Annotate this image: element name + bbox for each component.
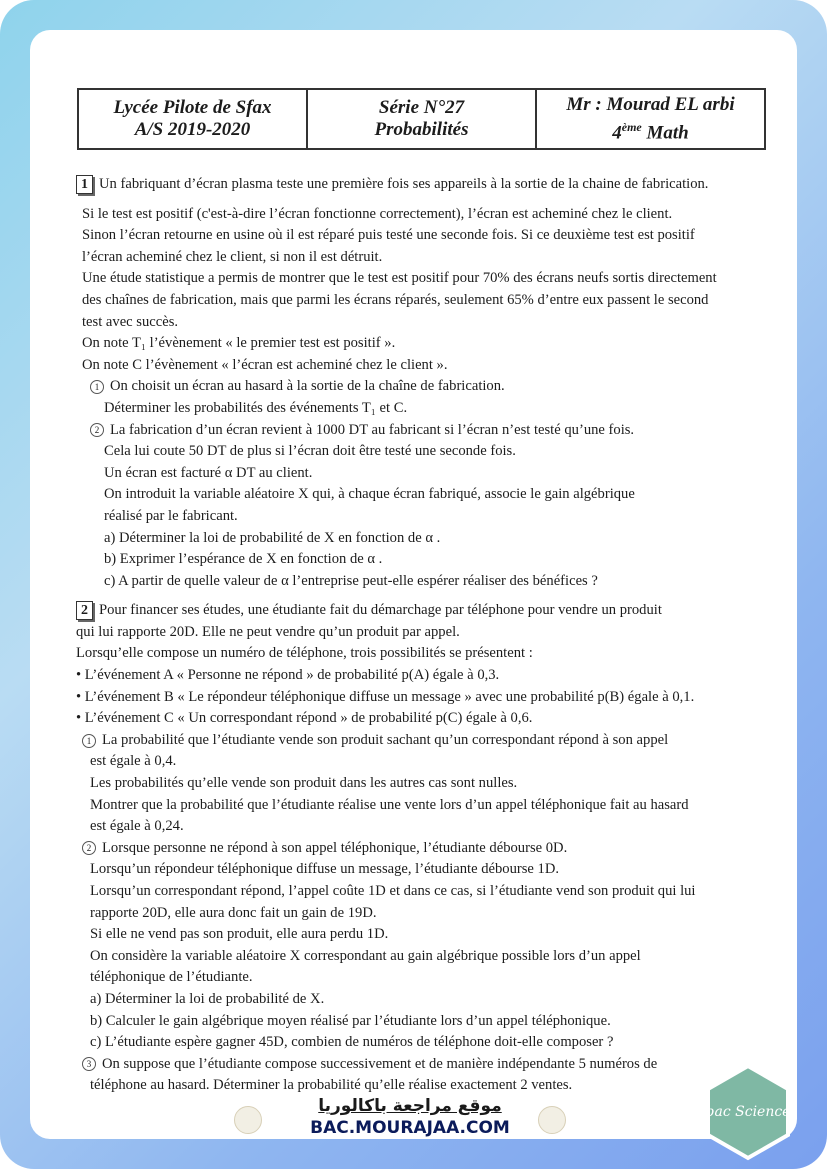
ex1-text-line: Sinon l’écran retourne en usine où il est réparé puis testé une seconde fois. Si ce deuxième test est positif — [82, 227, 695, 244]
school-name: Lycée Pilote de Sfax — [113, 97, 272, 118]
ex2-question-line: est égale à 0,24. — [90, 818, 184, 835]
ex2-question-line: rapporte 20D, elle aura donc fait un gain de 19D. — [90, 904, 377, 921]
ex2-bullet: • L’événement A « Personne ne répond » de probabilité p(A) égale à 0,3. — [76, 667, 500, 684]
ex2-bullet: • L’événement C « Un correspondant répond » de probabilité p(C) égale à 0,6. — [76, 710, 533, 727]
ex2-title-line: 2 Pour financer ses études, une étudiante fait du démarchage par téléphone pour vendre un produit — [76, 600, 766, 622]
ex1-question-line: On introduit la variable aléatoire X qui, à chaque écran fabriqué, associe le gain algébrique — [104, 486, 635, 503]
subject: Probabilités — [374, 119, 469, 140]
ex2-question-line: téléphonique de l’étudiante. — [90, 969, 253, 986]
bac-science-badge — [698, 1062, 798, 1162]
ex2-question-line: On considère la variable aléatoire X correspondant au gain algébrique possible lors d’un appel — [90, 947, 641, 964]
site-logo-icon — [234, 1106, 262, 1134]
ex1-text-line: l’écran acheminé chez le client, si non il est détruit. — [82, 248, 383, 265]
ex1-question-line: réalisé par le fabricant. — [104, 507, 238, 524]
ex2-question-line: b) Calculer le gain algébrique moyen réalisé par l’étudiante lors d’un appel téléphonique. — [90, 1012, 611, 1029]
ex1-question-2: 2 La fabrication d’un écran revient à 1000 DT au fabricant si l’écran n’est testé qu’une fois. — [76, 420, 766, 442]
header-table — [77, 88, 766, 150]
footer-arabic-link[interactable]: موقع مراجعة باكالوريا — [318, 1096, 502, 1116]
ex1-text-line: des chaînes de fabrication, mais que parmi les écrans réparés, seulement 65% d’entre eux passent le second — [82, 291, 709, 308]
ex2-question-line: Si elle ne vend pas son produit, elle aura perdu 1D. — [90, 926, 389, 943]
header-series-cell — [308, 90, 537, 148]
school-year: A/S 2019-2020 — [134, 119, 251, 140]
ex2-question-line: est égale à 0,4. — [90, 753, 177, 770]
ex2-question-line: c) L’étudiante espère gagner 45D, combien de numéros de téléphone doit-elle composer ? — [90, 1034, 614, 1051]
ex2-text-line: Lorsqu’elle compose un numéro de téléphone, trois possibilités se présentent : — [76, 645, 533, 662]
question-mark-2: 2 — [90, 423, 104, 437]
ex1-text-line: On note T₁ l’évènement « le premier test est positif ». — [82, 335, 396, 352]
question-mark-1: 1 — [82, 734, 96, 748]
ex1-question-line: c) A partir de quelle valeur de α l’entreprise peut-elle espérer réaliser des bénéfices ? — [104, 572, 598, 589]
question-mark-3: 3 — [82, 1057, 96, 1071]
ex1-question-line: Un écran est facturé α DT au client. — [104, 464, 313, 481]
badge-text: bac Science — [705, 1104, 791, 1120]
question-mark-1: 1 — [90, 380, 104, 394]
ex1-text-line: Si le test est positif (c'est-à-dire l’écran fonctionne correctement), l’écran est acheminé chez le client. — [82, 205, 673, 222]
footer — [260, 1096, 560, 1138]
ex1-question-line: a) Déterminer la loi de probabilité de X en fonction de α . — [104, 529, 441, 546]
exercise-number-2: 2 — [76, 601, 93, 620]
series-number: Série N°27 — [378, 97, 465, 118]
ex1-text-line: On note C l’évènement « l’écran est acheminé chez le client ». — [82, 356, 448, 373]
ex2-bullet: • L’événement B « Le répondeur téléphonique diffuse un message » avec une probabilité p(B) égale à 0,1. — [76, 688, 695, 705]
ex2-question-line: Lorsqu’un répondeur téléphonique diffuse un message, l’étudiante débourse 1D. — [90, 861, 560, 878]
header-teacher-cell — [537, 90, 764, 148]
ex2-question-1: 1 La probabilité que l’étudiante vende son produit sachant qu’un correspondant répond à son appel — [76, 730, 766, 752]
ex1-question-1: 1 On choisit un écran au hasard à la sortie de la chaîne de fabrication. — [76, 376, 766, 398]
ex1-text-line: Une étude statistique a permis de montrer que le test est positif pour 70% des écrans neufs sortis directement — [82, 270, 717, 287]
class-level: 4ème Math — [612, 119, 689, 144]
ex2-question-line: téléphone au hasard. Déterminer la probabilité qu’elle réalise exactement 2 ventes. — [90, 1077, 573, 1094]
ex1-question-line: Déterminer les probabilités des événements T₁ et C. — [104, 399, 408, 416]
ex1-title-line: 1 Un fabriquant d’écran plasma teste une première fois ses appareils à la sortie de la chaine de fabrication. — [76, 174, 766, 196]
ex1-question-line: b) Exprimer l’espérance de X en fonction de α . — [104, 551, 383, 568]
ex2-question-2: 2 Lorsque personne ne répond à son appel téléphonique, l’étudiante débourse 0D. — [76, 838, 766, 860]
header-school-cell — [79, 90, 308, 148]
ex2-question-line: Les probabilités qu’elle vende son produit dans les autres cas sont nulles. — [90, 775, 518, 792]
ex2-question-line: Montrer que la probabilité que l’étudiante réalise une vente lors d’un appel téléphonique fait au hasard — [90, 796, 689, 813]
exercise-number-1: 1 — [76, 175, 93, 194]
teacher-name: Mr : Mourad EL arbi — [566, 93, 735, 115]
question-mark-2: 2 — [82, 841, 96, 855]
ex1-question-line: Cela lui coute 50 DT de plus si l’écran doit être testé une seconde fois. — [104, 443, 516, 460]
exercise-content — [76, 174, 766, 1097]
ex2-text-line: qui lui rapporte 20D. Elle ne peut vendre qu’un produit par appel. — [76, 623, 460, 640]
ex2-question-line: Lorsqu’un correspondant répond, l’appel coûte 1D et dans ce cas, si l’étudiante vend son produit qui lui — [90, 883, 696, 899]
ex2-question-line: a) Déterminer la loi de probabilité de X. — [90, 990, 325, 1007]
ex2-question-3: 3 On suppose que l’étudiante compose successivement et de manière indépendante 5 numéros de — [76, 1054, 766, 1076]
footer-site-link[interactable]: BAC.MOURAJAA.COM — [310, 1118, 510, 1138]
ex1-text-line: test avec succès. — [82, 313, 179, 330]
